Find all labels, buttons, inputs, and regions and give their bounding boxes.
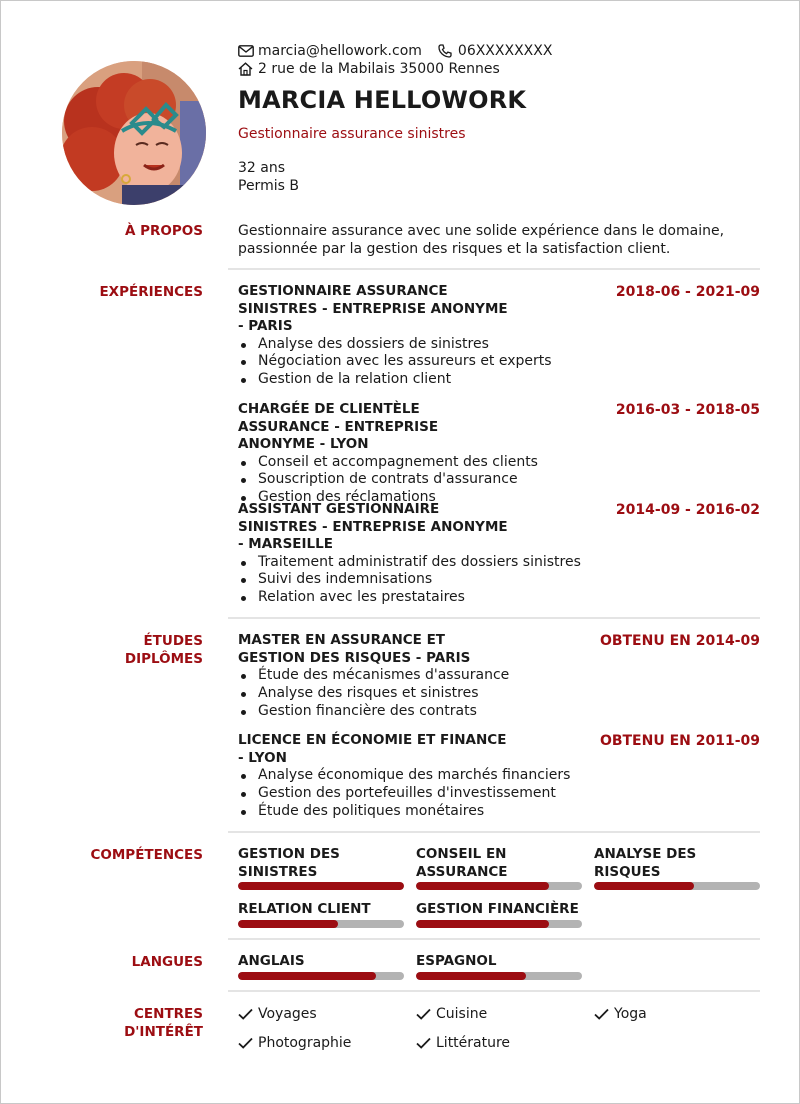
interest-label: Voyages [258, 1006, 317, 1022]
language-label: ESPAGNOL [416, 953, 497, 969]
skill-item [594, 846, 760, 890]
interest-item [594, 1005, 647, 1023]
list-item: Gestion de la relation client [238, 371, 760, 389]
experience-title: CHARGÉE DE CLIENTÈLE ASSURANCE - ENTREPRISE ANONYME - LYON [238, 401, 439, 452]
skill-label: RELATION CLIENT [238, 901, 371, 917]
skill-bar [416, 920, 582, 928]
section-education-line-1: ÉTUDES [143, 633, 203, 649]
skill-bar-fill [416, 882, 549, 890]
experience-date: 2014-09 - 2016-02 [615, 502, 760, 518]
divider [228, 617, 760, 619]
interest-item [238, 1034, 351, 1052]
address-text: 2 rue de la Mabilais 35000 Rennes [258, 61, 500, 77]
divider [228, 990, 760, 992]
job-title: Gestionnaire assurance sinistres [238, 126, 466, 142]
skill-bar-fill [238, 920, 338, 928]
interest-label: Photographie [258, 1035, 352, 1051]
skill-bar [594, 882, 760, 890]
divider [228, 938, 760, 940]
checkmark-icon [416, 1037, 436, 1049]
list-item: Étude des mécanismes d'assurance [238, 667, 760, 685]
skill-item [238, 901, 404, 928]
education-entry [238, 632, 760, 720]
experience-entry [238, 283, 760, 389]
checkmark-icon [594, 1008, 614, 1020]
section-interests-line-2: D'INTÉRÊT [124, 1024, 203, 1040]
skill-item [416, 846, 582, 890]
skill-item [416, 901, 582, 928]
section-skills-label: COMPÉTENCES [90, 847, 203, 863]
list-item: Gestion financière des contrats [238, 703, 760, 721]
about-text [238, 222, 760, 258]
about-line-1: Gestionnaire assurance avec une solide expérience dans le domaine, [238, 223, 725, 239]
address-line [238, 60, 500, 78]
candidate-name: MARCIA HELLOWORK [238, 86, 527, 114]
license-text: Permis B [238, 178, 299, 194]
skill-label: CONSEIL EN ASSURANCE [416, 846, 508, 880]
about-line-2: passionnée par la gestion des risques et la satisfaction client. [238, 241, 671, 257]
experience-entry [238, 401, 760, 507]
checkmark-icon [238, 1008, 258, 1020]
section-education-line-2: DIPLÔMES [124, 651, 203, 667]
divider [228, 831, 760, 833]
list-item: Relation avec les prestataires [238, 589, 760, 607]
list-item: Traitement administratif des dossiers sinistres [238, 554, 760, 572]
education-bullets [238, 767, 760, 820]
list-item: Gestion des portefeuilles d'investissement [238, 785, 760, 803]
list-item: Analyse des risques et sinistres [238, 685, 760, 703]
list-item: Conseil et accompagnement des clients [238, 454, 760, 472]
section-languages-label: LANGUES [131, 954, 203, 970]
checkmark-icon [416, 1008, 436, 1020]
interest-label: Cuisine [436, 1006, 488, 1022]
list-item: Analyse des dossiers de sinistres [238, 336, 760, 354]
section-interests-line-1: CENTRES [134, 1006, 203, 1022]
language-item [238, 953, 404, 980]
phone-icon [438, 43, 456, 59]
skill-bar [238, 920, 404, 928]
skill-bar-fill [594, 882, 694, 890]
envelope-icon [238, 43, 256, 59]
experience-bullets [238, 554, 760, 607]
language-label: ANGLAIS [238, 953, 305, 969]
skill-item [238, 846, 404, 890]
checkmark-icon [238, 1037, 258, 1049]
education-date: OBTENU EN 2014-09 [599, 633, 760, 649]
list-item: Négociation avec les assureurs et experts [238, 353, 760, 371]
home-icon [238, 61, 256, 77]
experience-date: 2016-03 - 2018-05 [615, 402, 760, 418]
section-about-label: À PROPOS [124, 223, 203, 239]
interest-label: Littérature [436, 1035, 511, 1051]
divider [228, 268, 760, 270]
skill-label: GESTION FINANCIÈRE [416, 901, 579, 917]
language-bar [416, 972, 582, 980]
age-text: 32 ans [238, 160, 286, 176]
interest-label: Yoga [614, 1006, 647, 1022]
experience-bullets [238, 336, 760, 389]
section-experiences-label: EXPÉRIENCES [99, 284, 203, 300]
language-bar [238, 972, 404, 980]
list-item: Gestion des réclamations [238, 489, 760, 507]
email-text[interactable]: marcia@hellowork.com [258, 43, 422, 59]
section-education-label [125, 632, 203, 668]
skill-label: GESTION DES SINISTRES [238, 846, 340, 880]
interest-item [416, 1034, 510, 1052]
experience-date: 2018-06 - 2021-09 [615, 284, 760, 300]
education-title: MASTER EN ASSURANCE ET GESTION DES RISQUES - PARIS [238, 632, 471, 666]
education-title: LICENCE EN ÉCONOMIE ET FINANCE - LYON [238, 732, 507, 766]
skill-bar [238, 882, 404, 890]
experience-entry [238, 501, 760, 607]
skill-label: ANALYSE DES RISQUES [594, 846, 697, 880]
interest-item [416, 1005, 487, 1023]
language-item [416, 953, 582, 980]
profile-photo [62, 61, 206, 205]
education-date: OBTENU EN 2011-09 [599, 733, 760, 749]
list-item: Étude des politiques monétaires [238, 803, 760, 821]
education-bullets [238, 667, 760, 720]
language-bar-fill [416, 972, 526, 980]
list-item: Analyse économique des marchés financiers [238, 767, 760, 785]
phone-text[interactable]: 06XXXXXXXX [457, 43, 553, 59]
section-interests-label [124, 1005, 203, 1041]
skill-bar [416, 882, 582, 890]
experience-title: ASSISTANT GESTIONNAIRE SINISTRES - ENTREPRISE ANONYME - MARSEILLE [238, 501, 508, 552]
language-bar-fill [238, 972, 376, 980]
education-entry [238, 732, 760, 820]
skill-bar-fill [238, 882, 404, 890]
list-item: Souscription de contrats d'assurance [238, 471, 760, 489]
experience-title: GESTIONNAIRE ASSURANCE SINISTRES - ENTREPRISE ANONYME - PARIS [238, 283, 508, 334]
email-line [238, 42, 552, 60]
skill-bar-fill [416, 920, 549, 928]
list-item: Suivi des indemnisations [238, 571, 760, 589]
experience-bullets [238, 454, 760, 507]
interest-item [238, 1005, 317, 1023]
